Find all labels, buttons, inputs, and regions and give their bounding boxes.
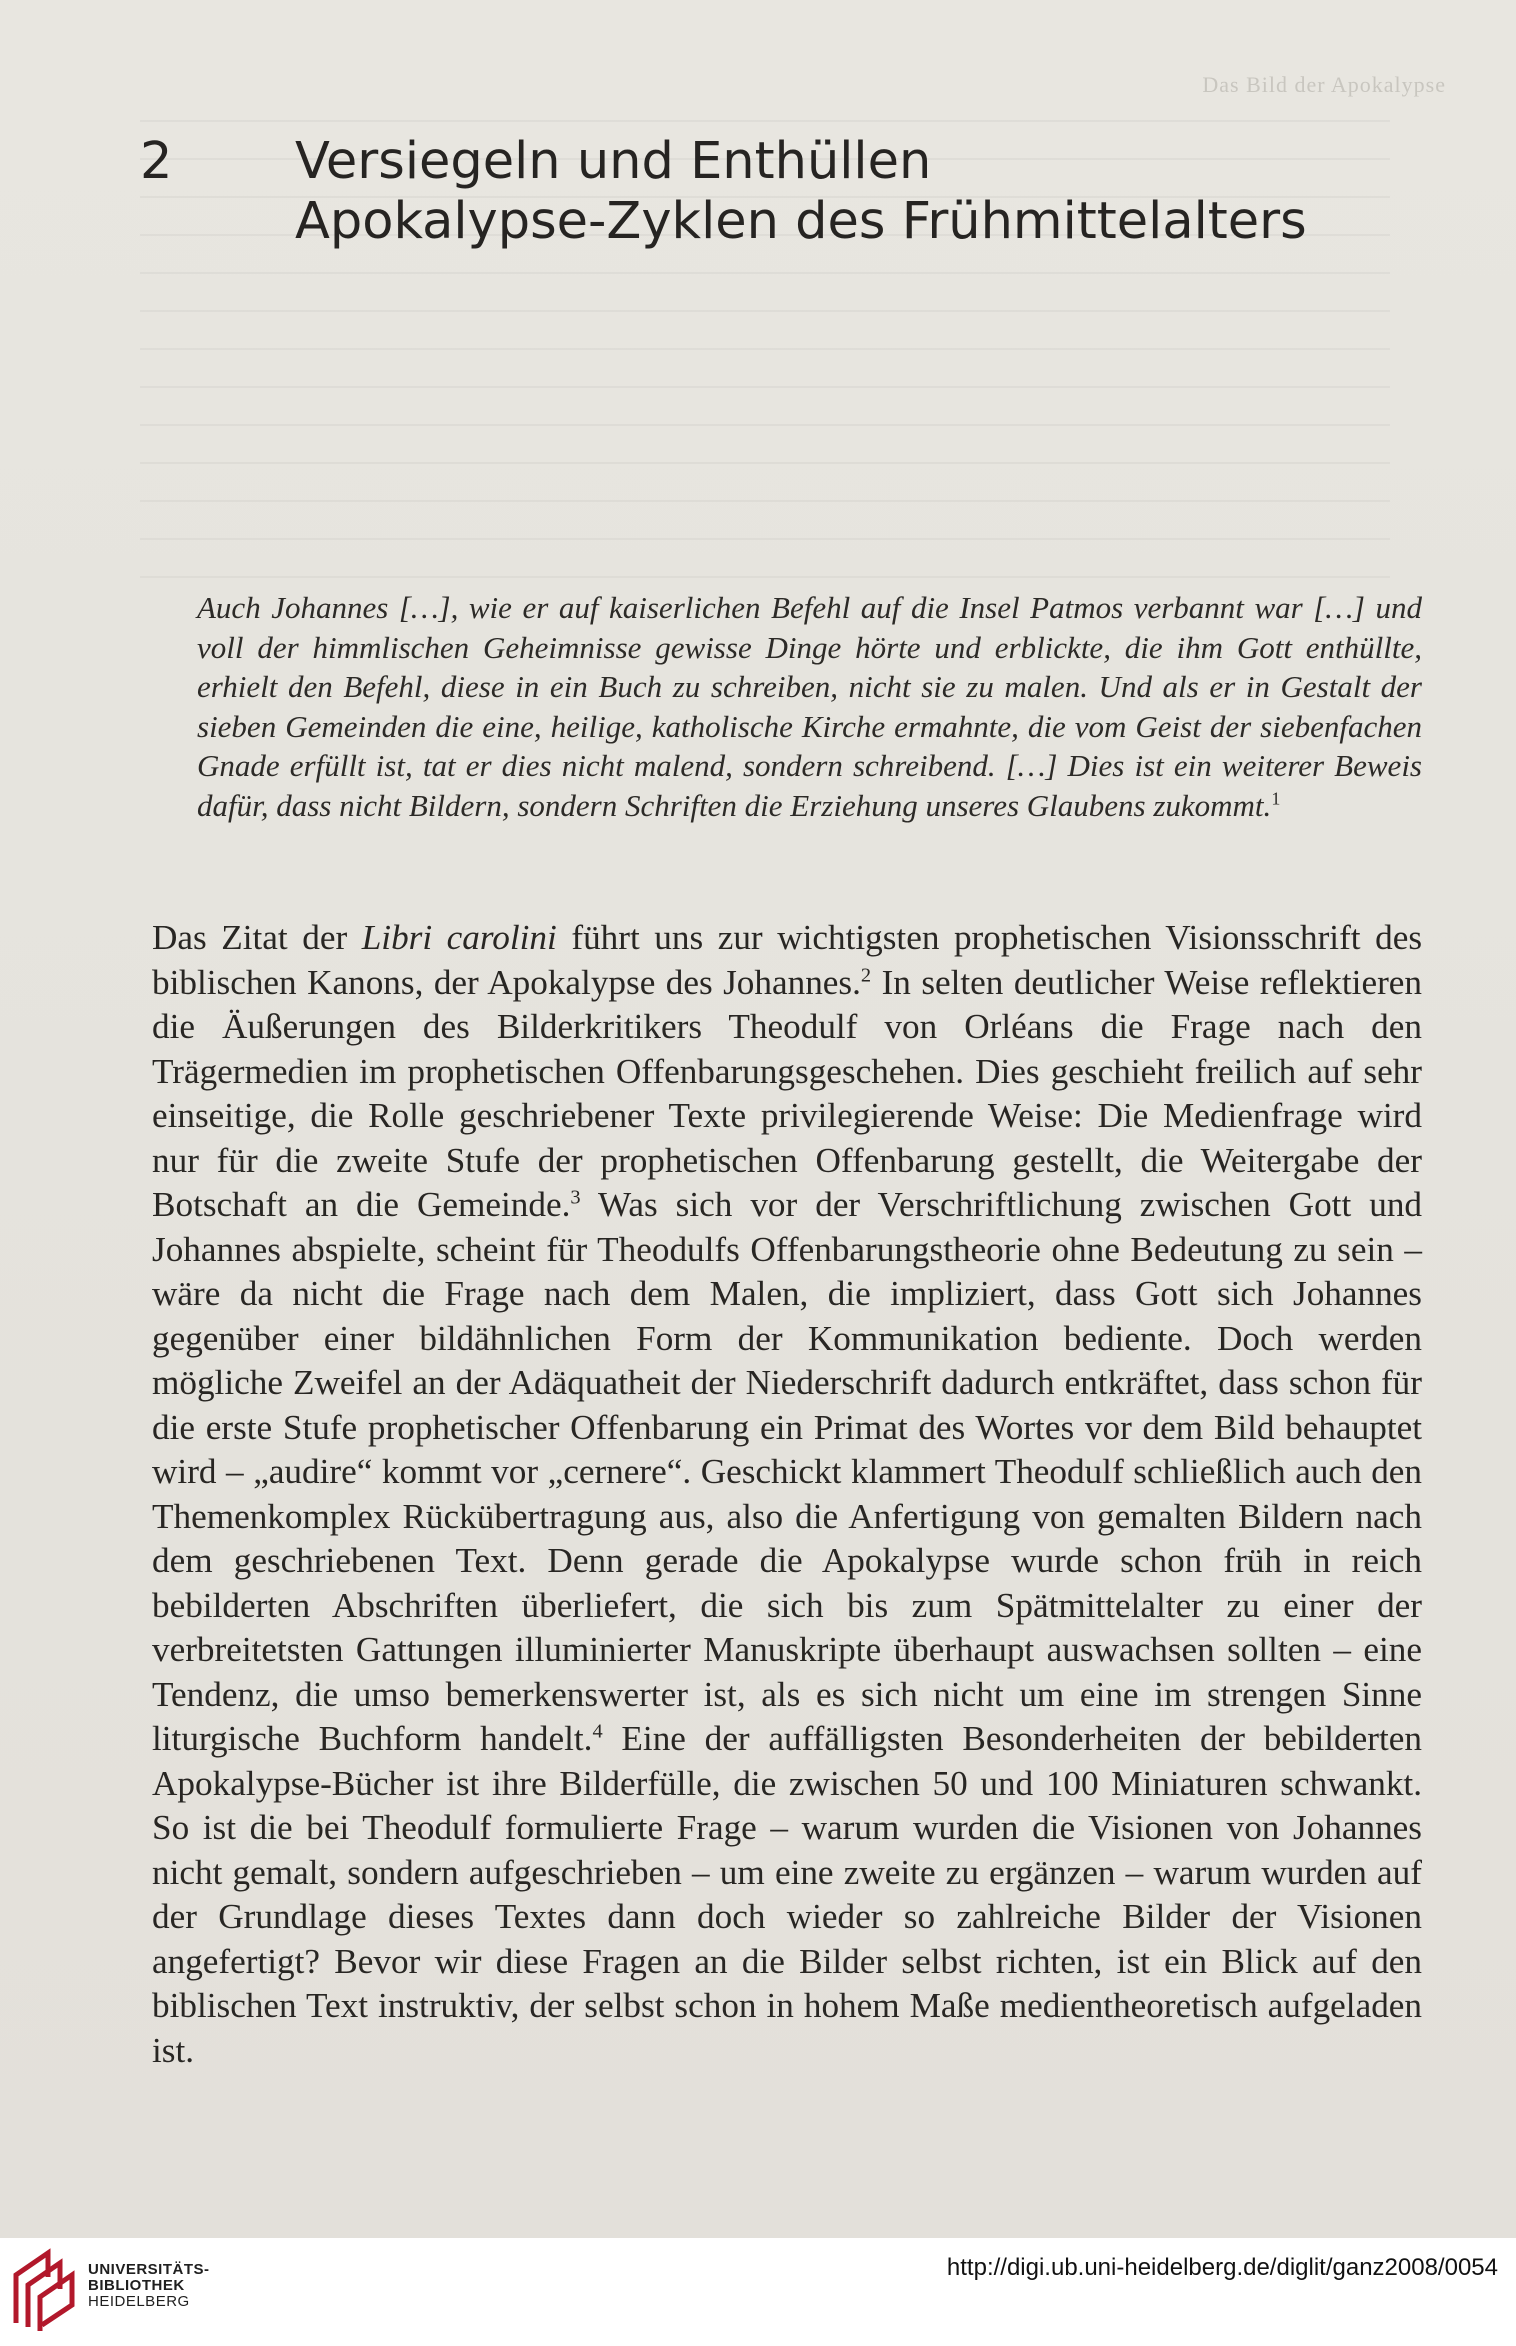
library-name-line-1: UNIVERSITÄTS- [88,2261,210,2278]
body-paragraph [152,916,1422,2073]
logo-stroke-inner [40,2275,72,2331]
source-url-link[interactable]: http://digi.ub.uni-heidelberg.de/diglit/ganz2008/0054 [946,2254,1498,2281]
body-segment-5: Eine der auffälligsten Besonderheiten der bebilderten Apokalypse-Bücher ist ihre Bilderfülle, die zwischen 50 und 100 Miniaturen schwankt. So ist die bei Theodulf formulierte Frage – warum wurden die Visionen von Johannes nicht gemalt, sondern aufgeschrieben – um eine zweite zu ergänzen – warum wurden auf der Grundlage dieses Textes dann doch wieder so zahlreiche Bilder der Visionen angefertigt? Bevor wir diese Fragen an die Bilder selbst richten, ist ein Blick auf den biblischen Text instruktiv, der selbst schon in hohem Maße medientheoretisch aufgeladen ist. [152,1719,1422,2070]
library-name [88,2262,210,2310]
chapter-title-line-1: Versiegeln und Enthüllen [295,132,932,191]
logo-stroke-outer [16,2253,48,2323]
body-segment-2: führt uns zur wichtigsten prophetischen Visionsschrift des biblischen Kanons, der Apokalypse des Johannes. [152,918,1423,1002]
library-name-line-3: HEIDELBERG [88,2293,190,2310]
chapter-title-line-2: Apokalypse-Zyklen des Frühmittelalters [295,192,1307,251]
footnote-ref-2: 2 [860,963,872,986]
footnote-ref-4: 4 [592,1720,603,1743]
body-segment-4: Was sich vor der Verschriftlichung zwischen Gott und Johannes abspielte, scheint für Theodulfs Offenbarungstheorie ohne Bedeutung zu sein – wäre da nicht die Frage nach dem Malen, die impliziert, dass Gott sich Johannes gegenüber einer bildähnlichen Form der Kommunikation bediente. Doch werden mögliche Zweifel an der Adäquatheit der Niederschrift dadurch entkräftet, dass schon für die erste Stufe prophetischer Offenbarung ein Primat des Wortes vor dem Bild behauptet wird – „audire“ kommt vor „cernere“. Geschickt klammert Theodulf schließlich auch den Themenkomplex Rückübertragung aus, also die Anfertigung von gemalten Bildern nach dem geschriebenen Text. Denn gerade die Apokalypse wurde schon früh in reich bebilderten Abschriften überliefert, die sich bis zum Spätmittelalter zu einer der verbreitetsten Gattungen illuminierter Manuskripte überhaupt auswachsen sollten – eine Tendenz, die umso bemerkenswerter ist, als es sich nicht um eine im strengen Sinne liturgische Buchform handelt. [152,1185,1423,1758]
epigraph-quote [197,588,1422,826]
running-head: Das Bild der Apokalypse [1202,72,1446,97]
footnote-ref-1: 1 [1271,788,1281,809]
epigraph-text: Auch Johannes […], wie er auf kaiserlichen Befehl auf die Insel Patmos verbannt war […] und voll der himmlischen Geheimnisse gewisse Dinge hörte und erblickte, die ihm Gott enthüllte, erhielt den Befehl, diese in ein Buch zu schreiben, nicht sie zu malen. Und als er in Gestalt der sieben Gemeinden die eine, heilige, katholische Kirche ermahnte, die vom Geist der siebenfachen Gnade erfüllt ist, tat er dies nicht malend, sondern schreibend. […] Dies ist ein weiterer Beweis dafür, dass nicht Bildern, sondern Schriften die Erziehung unseres Glaubens zukommt. [197,590,1422,823]
ub-heidelberg-logo-icon [8,2247,78,2331]
library-name-line-2: BIBLIOTHEK [88,2277,185,2294]
work-title: Libri carolini [361,918,557,957]
body-segment-3: In selten deutlicher Weise reflektieren die Äußerungen des Bilderkritikers Theodulf von Orléans die Frage nach den Trägermedien im prophetischen Offenbarungsgeschehen. Dies geschieht freilich auf sehr einseitige, die Rolle geschriebener Texte privilegierende Weise: Die Medienfrage wird nur für die zweite Stufe der prophetischen Offenbarung gestellt, die Weitergabe der Botschaft an die Gemeinde. [152,962,1422,1224]
body-segment-1: Das Zitat der [152,918,362,957]
chapter-title [295,132,1307,252]
footnote-ref-3: 3 [570,1186,581,1209]
chapter-number: 2 [140,132,173,191]
